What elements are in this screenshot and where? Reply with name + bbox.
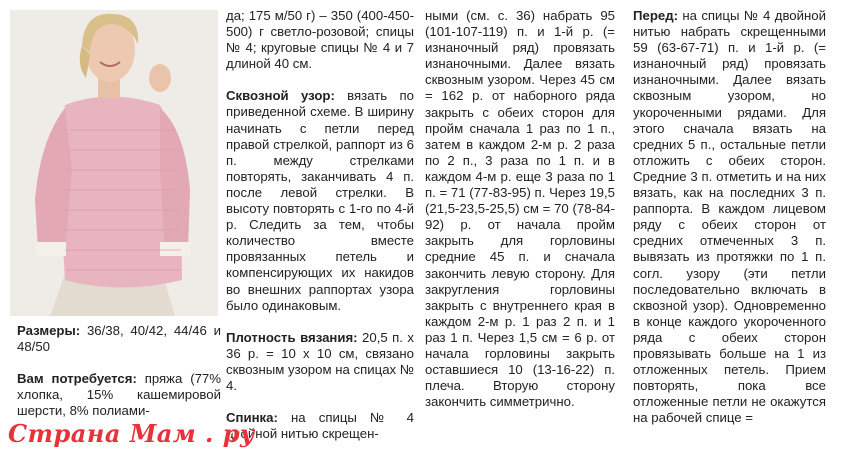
front-text: на спицы № 4 двойной нитью набрать скрещенными 59 (63-67-71) п. и 1-й р. (= изнаночный ряд) провязать изнаночными. Далее вязать сквозным узором, но укороченными рядами. Для этого сначала вязать на средних 5 п., остальные петли отложить с обеих сторон. Средние 3 п. отметить и на них вязать, как на последних 3 п. раппорта. В каждом лицевом ряду с обеих сторон от средних отмеченных 3 п. вывязать из протяжки по 1 п. согл. узору (эти петли последовательно включать в сквозной узор). Одновременно в конце каждого укороченного ряда с обеих сторон провязывать больше на 1 из отложенных петель. Прием повторять, пока все отложенные петли не окажутся на рабочей спице = <box>633 8 826 426</box>
lace-pattern-label: Сквозной узор: <box>226 88 335 104</box>
sizes-and-materials <box>17 323 221 419</box>
back-text: на спицы № 4 двойной нитью скрещен- <box>226 410 414 442</box>
needs-text: пряжа (77% хлопка, 15% кашемировой шерсти, 8% полиами- <box>17 371 221 419</box>
front-label: Перед: <box>633 8 678 23</box>
model-photo <box>10 10 218 316</box>
instructions-column-2 <box>226 8 414 442</box>
needs-label: Вам потребуется: <box>17 371 137 387</box>
model-photo-illustration <box>10 10 218 316</box>
back-label: Спинка: <box>226 410 278 426</box>
density-text: 20,5 п. х 36 р. = 10 х 10 см, связано сквозным узором на спицах № 4. <box>226 329 415 393</box>
yarn-continued: да; 175 м/50 г) – 350 (400-450-500) г светло-розовой; спицы № 4; круговые спицы № 4 и 7 длиной 40 см. <box>226 8 414 72</box>
density-label: Плотность вязания: <box>226 329 358 345</box>
instructions-column-3 <box>425 8 615 410</box>
site-watermark: Страна Мам . ру <box>8 419 255 448</box>
sizes-text: 36/38, 40/42, 44/46 и 48/50 <box>17 323 221 355</box>
lace-pattern-text: вязать по приведенной схеме. В ширину начинать с петли перед правой стрелкой, раппорт из 6 п. между стрелками повторять, заканчивать 4 п. после левой стрелки. В высоту повторять с 1-го по 4-й р. Следить за тем, чтобы количество вместе провязанных петель и компенсирующих их накидов во внешних раппортах узора было одинаковым. <box>226 88 414 313</box>
back-instructions: ными (см. с. 36) набрать 95 (101-107-119) п. и 1-й р. (= изнаночный ряд) провязать изнаночными. Далее вязать сквозным узором. Через 45 см = 162 р. от наборного ряда закрыть с обеих сторон для пройм сначала 1 раз по 1 п., затем в каждом 2-м р. 2 раза по 2 п., 3 раза по 1 п. и в каждом 4-м р. еще 3 раза по 1 п. = 71 (77-83-95) п. Через 19,5 (21,5-23,5-25,5) см = 70 (78-84-92) р. от начала пройм закрыть для горловины средние 45 п. и сначала закончить левую сторону. Для закругления горловины закрыть с внутреннего края в каждом 2-м р. 1 раз 2 п. и 1 раз 1 п. Через 1,5 см = 6 р. от начала горловины закрыть оставшиеся 10 (13-16-22) п. плеча. Вторую сторону закончить симметрично. <box>425 8 615 410</box>
sizes-label: Размеры: <box>17 323 81 338</box>
instructions-column-4 <box>633 8 826 426</box>
